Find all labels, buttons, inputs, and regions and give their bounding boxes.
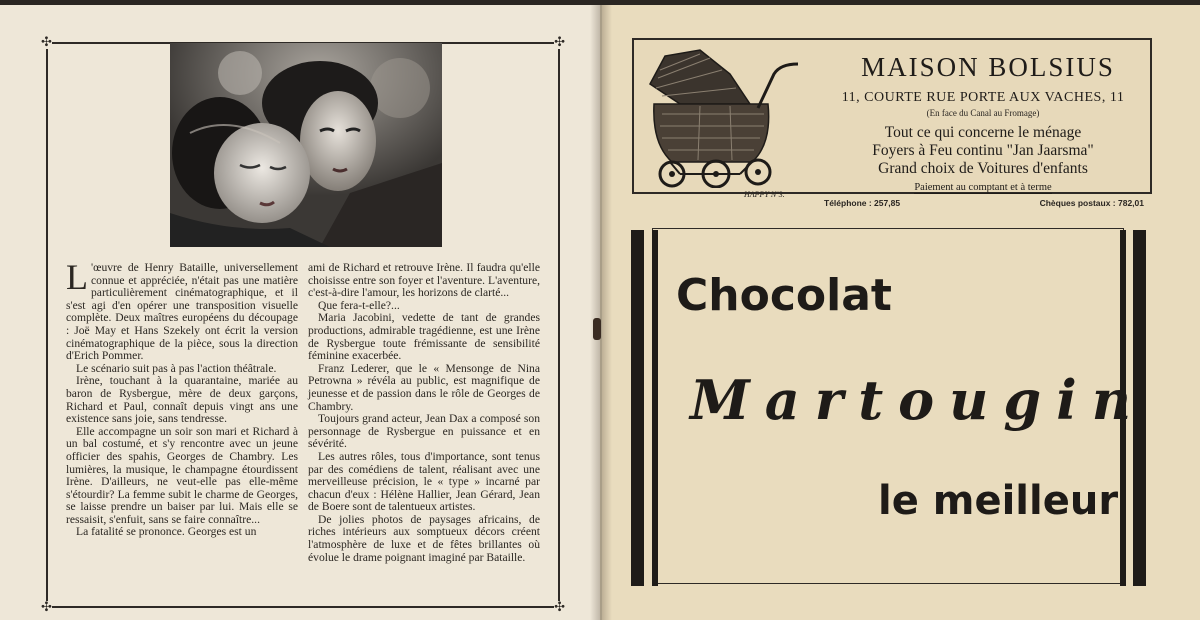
ad-phone: Téléphone : 257,85 xyxy=(824,198,901,208)
ad-cheques: Chèques postaux : 782,01 xyxy=(1039,198,1144,208)
article-paragraph: Les autres rôles, tous d'importance, sont tenus par des comédiens de talent, réalisant avec une merveilleuse précision, le « type » incarné par chacun d'eux : Hélène Hallier, Jean Gérard, Jean de Boere sont de talentueux artistes. xyxy=(308,449,540,514)
pram-illustration xyxy=(640,44,816,188)
ad-title: MAISON BOLSIUS xyxy=(861,52,1115,82)
ad-rule xyxy=(631,230,644,586)
corner-ornament-icon: ✣ xyxy=(41,35,52,50)
article-paragraph: De jolies photos de paysages africains, de riches intérieurs aux somptueux décors créent l'atmosphère de luxe et de fêtes brillantes où évolue le drame poignant imaginé par Bataille. xyxy=(308,512,540,564)
pram-model-label: HAPPY Nº3. xyxy=(744,190,785,199)
corner-ornament-icon: ✣ xyxy=(41,600,52,615)
corner-ornament-icon: ✣ xyxy=(554,600,565,615)
corner-ornament-icon: ✣ xyxy=(554,35,565,50)
ad-offering-line: Foyers à Feu continu "Jan Jaarsma" xyxy=(872,142,1094,159)
ad-rule xyxy=(652,230,658,586)
article-paragraph: ami de Richard et retrouve Irène. Il faudra qu'elle choisisse entre son foyer et l'aventure. L'aventure, c'est-à-dire l'amour, les horizons de clarté... xyxy=(308,261,540,300)
ad-address: 11, COURTE RUE PORTE AUX VACHES, 11 xyxy=(841,90,1125,105)
article-column-2 xyxy=(308,262,540,564)
ad-offering-line: Tout ce qui concerne le ménage xyxy=(884,124,1082,141)
chocolat-ad-line-1: Chocolat xyxy=(676,270,892,321)
film-still-photo xyxy=(170,43,442,247)
ad-offering-line: Grand choix de Voitures d'enfants xyxy=(878,160,1088,177)
article-paragraph: L 'œuvre de Henry Bataille, universellement connue et appréciée, n'était pas une matière particulièrement cinématographique, et il s'est agi d'en opérer une transposition visuelle complète. Deux maîtres européens du découpage : Joë May et Hans Szekely ont écrit la version cinématographique de la pièce, sous la direction d'Erich Pommer. xyxy=(66,257,298,363)
article-paragraph: Irène, touchant à la quarantaine, mariée au baron de Rysbergue, mère de deux garçons, Richard et Paul, connaît depuis vingt ans une existence sans joie, sans tendresse. xyxy=(66,374,298,426)
article-paragraph: Le scénario suit pas à pas l'action théâtrale. xyxy=(76,361,277,375)
chocolat-ad-slogan: le meilleur xyxy=(878,478,1119,524)
article-column-1 xyxy=(66,257,298,539)
article-paragraph: Toujours grand acteur, Jean Dax a composé son personnage de Rysbergue en puissance et en sévérité. xyxy=(308,412,540,451)
article-paragraph: Que fera-t-elle?... xyxy=(318,298,400,312)
article-paragraph: Maria Jacobini, vedette de tant de grandes productions, admirable tragédienne, est une Irène de Rysbergue toute frémissante de sensibilité féminine exacerbée. xyxy=(308,311,540,363)
chocolat-ad-brand: Martougin xyxy=(690,368,1146,432)
top-edge xyxy=(0,0,1200,5)
maison-bolsius-ad xyxy=(632,38,1152,208)
drop-cap: L xyxy=(66,257,88,297)
article-paragraph: Franz Lederer, que le « Mensonge de Nina Petrowna » révéla au public, est magnifique de jeunesse et de passion dans le rôle de Georges de Chambry. xyxy=(308,361,540,413)
binding-stitch xyxy=(593,318,601,340)
article-paragraph: La fatalité se prononce. Georges est un xyxy=(76,525,257,539)
article-paragraph: Elle accompagne un soir son mari et Richard à un bal costumé, et s'y rencontre avec un jeune officier des spahis, Georges de Chambry. Les lumières, la musique, le champagne étourdissent Irène. D'ailleurs, ne veut-elle pas elle-même s'étourdir? La femme subit le charme de Georges, se laisse prendre un baiser par lui. Mais elle se ressaisit, s'enfuit, sans se faire connaître... xyxy=(66,424,298,526)
ad-offerings xyxy=(820,124,1146,178)
ad-payment-terms: Paiement au comptant et à terme xyxy=(914,182,1052,193)
ad-location-note: (En face du Canal au Fromage) xyxy=(926,108,1040,118)
page-gutter xyxy=(590,0,612,620)
